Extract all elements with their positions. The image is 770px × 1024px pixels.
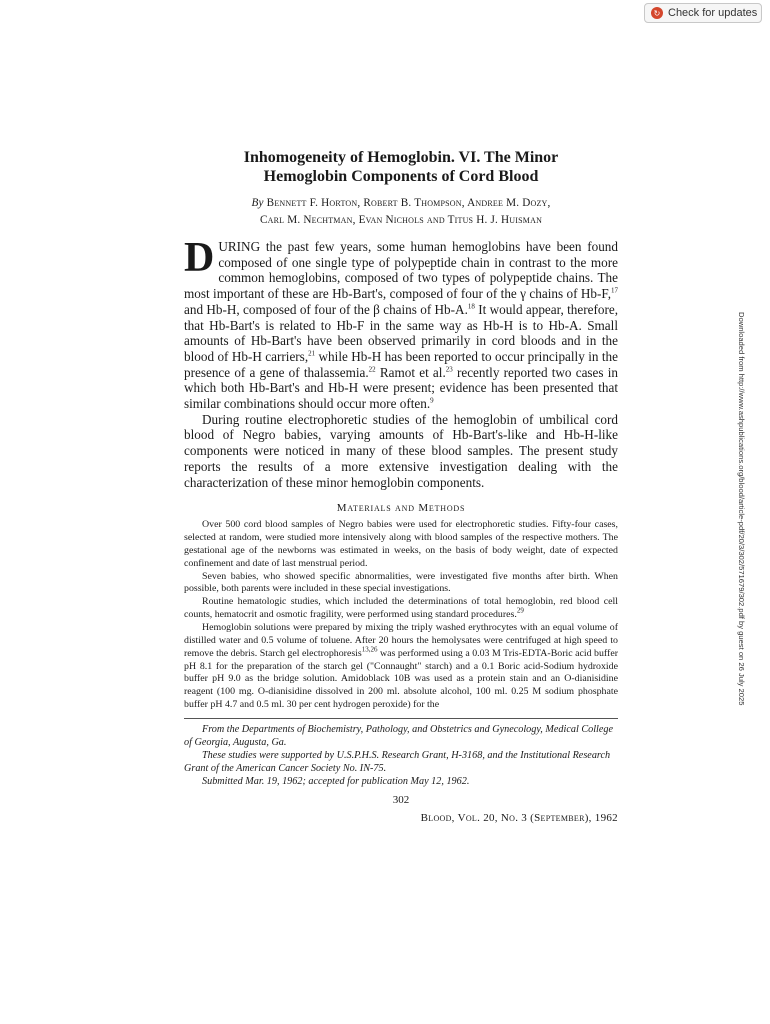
ref-17[interactable]: 17 xyxy=(611,286,618,295)
title-line-2: Hemoglobin Components of Cord Blood xyxy=(263,168,539,185)
intro-paragraph-1 xyxy=(184,235,619,412)
footnote-funding: These studies were supported by U.S.P.H.S. Research Grant, H-3168, and the Institutional Research Grant of the American Cancer Society No. IN-75. xyxy=(184,749,611,774)
article-title xyxy=(184,148,618,186)
methods-p4-text-a: Hemoglobin solutions were prepared by mixing the triply washed erythrocytes with an equal volume of distilled water and 0.5 volume of toluene. After 20 hours the hemolysates were centrifuged at high speed to remove the debris. Starch gel electrophoresis xyxy=(184,622,618,659)
ref-21[interactable]: 21 xyxy=(308,349,316,358)
methods-paragraph-1: Over 500 cord blood samples of Negro babies were used for electrophoretic studies. Fifty-four cases, selected at random, were studied more intensively along with blood samples of the respective mothers. The gestational age of the newborns was estimated in weeks, on the basis of body weight, date of expected confinement and date of last menstrual period. xyxy=(184,519,618,569)
intro-paragraph-2: During routine electrophoretic studies of the hemoglobin of umbilical cord blood of Negro babies, varying amounts of Hb-Bart's-like and Hb-H-like components were noticed in many of these blood samples. The present study reports the results of a more extensive investigation dealing with the characterization of these minor hemoglobin components. xyxy=(184,411,618,490)
methods-p3-text: Routine hematologic studies, which included the determinations of total hemoglobin, red blood cell counts, hematocrit and osmotic fragility, were performed using standard procedures. xyxy=(184,596,618,621)
page-number: 302 xyxy=(392,793,410,806)
footnote-rule xyxy=(184,718,618,719)
footnote-submission: Submitted Mar. 19, 1962; accepted for publication May 12, 1962. xyxy=(202,775,470,787)
section-heading: Materials and Methods xyxy=(336,502,466,515)
ref-29[interactable]: 29 xyxy=(516,606,524,615)
authors-line-1: Bennett F. Horton, Robert B. Thompson, Andree M. Dozy, xyxy=(266,197,551,209)
authors-line-2: Carl M. Nechtman, Evan Nichols and Titus H. J. Huisman xyxy=(259,214,543,226)
intro-text-b: and Hb-H, composed of four of the β chains of Hb-A. xyxy=(184,301,468,317)
ref-13-26[interactable]: 13,26 xyxy=(361,645,378,654)
intro-text-e: Ramot et al. xyxy=(375,364,446,380)
methods-paragraph-3 xyxy=(184,596,618,622)
article-page xyxy=(184,148,618,824)
ref-18[interactable]: 18 xyxy=(467,302,475,311)
introduction xyxy=(184,235,619,490)
intro-text-d: while Hb-H has been reported to occur principally in the presence of a gene of thalassemia. xyxy=(184,348,619,380)
check-for-updates-label: Check for updates xyxy=(668,7,758,19)
methods-paragraph-4 xyxy=(184,622,618,712)
intro-text-a: URING the past few years, some human hemoglobins have been found composed of one single type of polypeptide chain in contrast to the more common hemoglobins, composed of two types of polypeptide chains. The most important of these are Hb-Bart's, composed of four of the γ chains of Hb-F, xyxy=(184,239,618,302)
author-by: By xyxy=(251,197,264,209)
ref-23[interactable]: 23 xyxy=(445,365,453,374)
download-notice xyxy=(734,312,748,1002)
title-line-1: Inhomogeneity of Hemoglobin. VI. The Minor xyxy=(243,149,559,166)
footnote-affiliation: From the Departments of Biochemistry, Pathology, and Obstetrics and Gynecology, Medical College of Georgia, Augusta, Ga. xyxy=(184,723,614,748)
methods-paragraph-2: Seven babies, who showed specific abnormalities, were investigated five months after birth. When possible, both parents were included in these special investigations. xyxy=(184,570,618,595)
drop-cap: D xyxy=(184,235,215,281)
journal-citation: Blood, Vol. 20, No. 3 (September), 1962 xyxy=(420,811,618,824)
refresh-icon: ↻ xyxy=(651,7,663,19)
ref-22[interactable]: 22 xyxy=(368,365,376,374)
footnotes xyxy=(184,723,618,788)
download-notice-text: Downloaded from http://www.ashpublications.org/blood/article-pdf/20/3/302/571679/302.pdf by guest on 26 July 2025 xyxy=(737,312,746,706)
intro-text-c: It would appear, therefore, that Hb-Bart's is related to Hb-F in the same way as Hb-H is to Hb-A. Small amounts of Hb-Bart's have been observed primarily in cord bloods and in the blood of Hb-H carriers, xyxy=(184,301,618,364)
intro-text-f: recently reported two cases in which both Hb-Bart's and Hb-H were present; evidence has been presented that similar combinations should occur more often. xyxy=(184,364,618,412)
methods-p4-text-b: was performed using a 0.03 M Tris-EDTA-Boric acid buffer pH 8.1 for the preparation of the starch gel ("Connaught" starch) and a 0.1 Boric acid-Sodium hydroxide buffer pH 9.0 as the bridge solution. Amidoblack 10B was used as a protein stain and an O-dianisidine reagent (100 mg. O-dianisidine dissolved in 200 ml. absolute alcohol, 100 ml. 0.25 M sodium phosphate buffer pH 4.7 and 0.5 ml. 30 per cent hydrogen peroxide) for the xyxy=(184,647,619,711)
ref-9[interactable]: 9 xyxy=(430,396,434,405)
author-list xyxy=(184,195,618,229)
check-for-updates-badge[interactable] xyxy=(644,3,762,23)
methods-text xyxy=(184,519,618,712)
